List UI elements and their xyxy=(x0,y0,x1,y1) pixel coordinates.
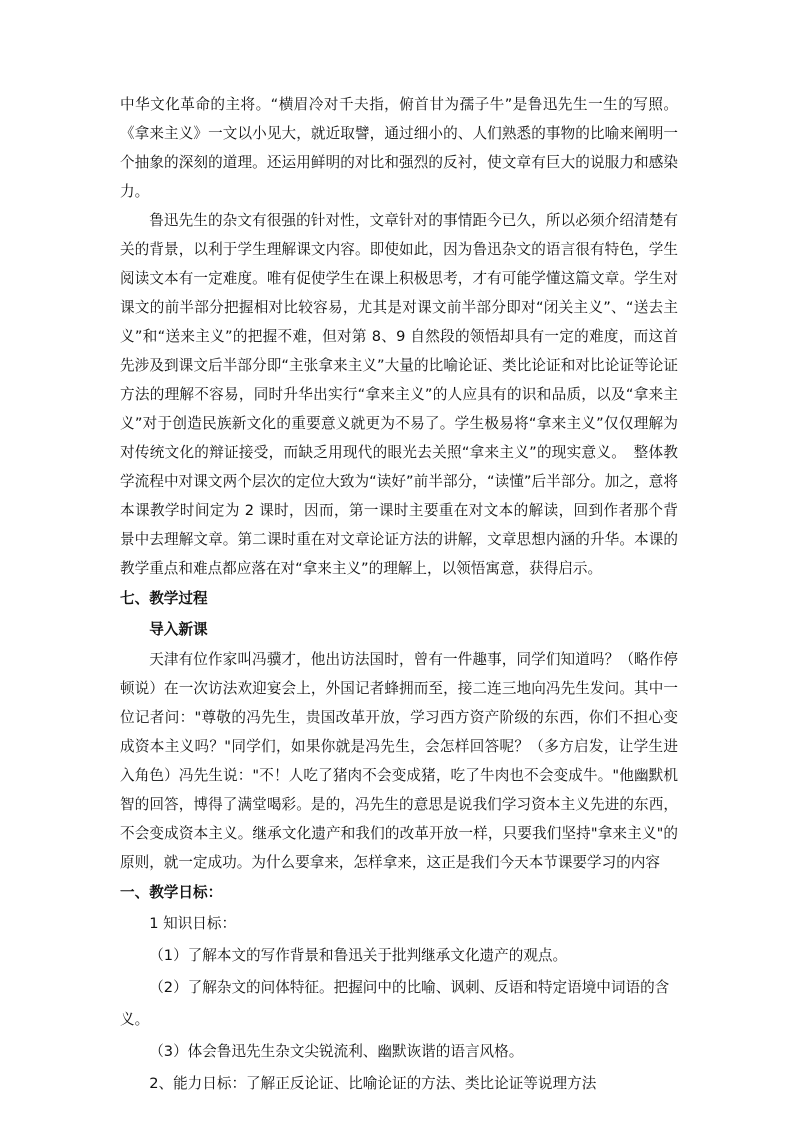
section-heading-process: 七、教学过程 xyxy=(120,590,208,607)
document-page xyxy=(120,90,678,1100)
paragraph-intro: 中华文化革命的主将。“横眉冷对千夫指，俯首甘为孺子牛”是鲁迅先生一生的写照。《拿来主义》一文以小见大，就近取譬，通过细小的、人们熟悉的事物的比喻来阐明一个抽象的深刻的道理。还运用鲜明的对比和强烈的反衬，使文章有巨大的说服力和感染力。 xyxy=(120,96,678,200)
knowledge-goal-3: （3）体会鲁迅先生杂文尖锐流利、幽默诙谐的语言风格。 xyxy=(149,1043,524,1060)
ability-goal: 2、能力日标：了解正反论证、比喻论证的方法、类比论证等说理方法 xyxy=(149,1075,597,1092)
paragraph-story: 天津有位作家叫冯骥才，他出访法国时，曾有一件趣事，同学们知道吗？（略作停顿说）在一次访法欢迎宴会上，外国记者蜂拥而至，接二连三地向冯先生发问。其中一位记者问："尊敬的冯先生，贵国改革开放，学习西方资产阶级的东西，你们不担心变成资本主义吗？"同学们，如果你就是冯先生，会怎样回答呢？（多方启发，让学生进入角色）冯先生说："不！人吃了猪肉不会变成猪，吃了牛肉也不会变成牛。"他幽默机智的回答，博得了满堂喝彩。是的，冯先生的意思是说我们学习资本主义先进的东西，不会变成资本主义。继承文化遗产和我们的改革开放一样，只要我们坚持"拿来主义"的原则，就一定成功。为什么要拿来，怎样拿来，这正是我们今天本节课要学习的内容 xyxy=(120,651,678,871)
knowledge-goal-2: （2）了解杂文的问体特征。把握问中的比喻、讽刺、反语和特定语境中词语的含义。 xyxy=(120,979,670,1028)
section-heading-goals: 一、教学日标： xyxy=(120,884,223,901)
sub-heading-intro: 导入新课 xyxy=(149,621,208,638)
knowledge-goals-title: 1 知识日标： xyxy=(149,915,237,932)
paragraph-analysis: 鲁迅先生的杂文有很强的针对性，文章针对的事情距今已久，所以必须介绍清楚有关的背景，以利于学生理解课文内容。即使如此，因为鲁迅杂文的语言很有特色，学生阅读文本有一定难度。唯有促使学生在课上积极思考，才有可能学懂这篇文章。学生对课文的前半部分把握相对比较容易，尤其是对课文前半部分即对“闭关主义”、“送去主义”和“送来主义”的把握不难，但对第 8、9 自然段的领悟却具有一定的难度，而这首先涉及到课文后半部分即“主张拿来主义”大量的比喻论证、类比论证和对比论证等论证方法的理解不容易，同时升华出实行“拿来主义”的人应具有的识和品质，以及“拿来主义”对于创造民族新文化的重要意义就更为不易了。学生极易将“拿来主义”仅仅理解为对传统文化的辩证接受，而缺乏用现代的眼光去关照“拿来主义”的现实意义。 整体教学流程中对课文两个层次的定位大致为“读好”前半部分，“读懂”后半部分。加之，意将本课教学时间定为 2 课时，因而，第一课时主要重在对文本的解读，回到作者那个背景中去理解文章。第二课时重在对文章论证方法的讲解，文章思想内涵的升华。本课的教学重点和难点都应落在对“拿来主义”的理解上，以领悟寓意，获得启示。 xyxy=(120,212,678,577)
knowledge-goal-1: （1）了解本文的写作背景和鲁迅关于批判继承文化遗产的观点。 xyxy=(149,947,568,964)
